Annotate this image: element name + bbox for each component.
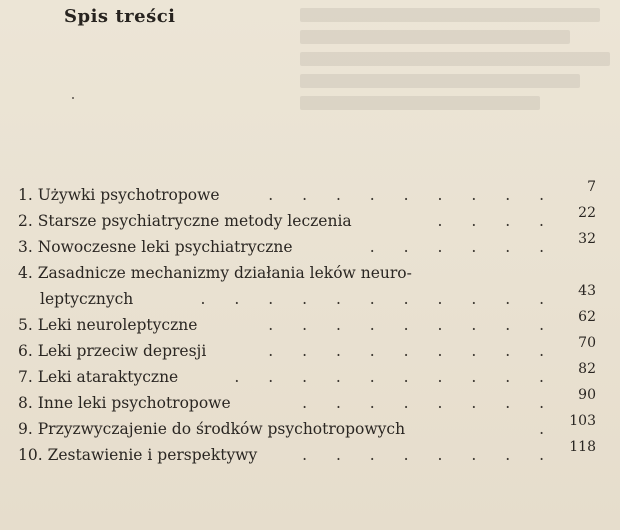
leader-dots: . — [539, 420, 556, 438]
toc-entry-text: 8. Inne leki psychotropowe — [18, 394, 231, 412]
toc-entry-continuation: leptycznych — [40, 290, 134, 308]
leader-dots: . . . . . . . . . . — [234, 368, 556, 386]
leader-dots: . . . . . . . . . — [268, 342, 556, 360]
toc-entry-text: 5. Leki neuroleptyczne — [18, 316, 198, 334]
paper-speck — [72, 97, 74, 99]
table-of-contents — [18, 174, 608, 464]
toc-entry-text: 1. Używki psychotropowe — [18, 186, 220, 204]
toc-entry-1 — [18, 174, 608, 204]
toc-page-number: 32 — [578, 231, 596, 247]
toc-entry-text: 9. Przyzwyczajenie do środków psychotropowych — [18, 420, 406, 438]
toc-entry-text: 2. Starsze psychiatryczne metody leczenia — [18, 212, 352, 230]
toc-entry-2 — [18, 200, 608, 230]
leader-dots: . . . . . . . . — [302, 446, 556, 464]
toc-page-number: 103 — [569, 413, 596, 429]
toc-page-number: 62 — [578, 309, 596, 325]
toc-entry-text: 6. Leki przeciw depresji — [18, 342, 207, 360]
leader-dots: . . . . . . — [369, 238, 556, 256]
leader-dots: . . . . . . . . . . . — [200, 290, 556, 308]
leader-dots: . . . . . . . . . — [268, 186, 556, 204]
show-through-text — [300, 0, 620, 160]
toc-entry-10 — [18, 434, 608, 464]
toc-entry-6 — [18, 330, 608, 360]
leader-dots: . . . . . . . . — [302, 394, 556, 412]
toc-page-number: 82 — [578, 361, 596, 377]
toc-entry-text: 3. Nowoczesne leki psychiatryczne — [18, 238, 293, 256]
toc-entry-4 — [18, 252, 608, 308]
toc-page-number: 22 — [578, 205, 596, 221]
toc-page-number: 90 — [578, 387, 596, 403]
toc-entry-text: 10. Zestawienie i perspektywy — [18, 446, 258, 464]
toc-page-number: 7 — [587, 179, 596, 195]
toc-entry-text: 7. Leki ataraktyczne — [18, 368, 179, 386]
toc-entry-5 — [18, 304, 608, 334]
toc-entry-text: 4. Zasadnicze mechanizmy działania leków neuro- — [18, 264, 412, 282]
toc-page-number: 118 — [569, 439, 596, 455]
toc-entry-7 — [18, 356, 608, 386]
toc-entry-3 — [18, 226, 608, 256]
toc-page-number: 43 — [578, 283, 596, 299]
toc-page-number: 70 — [578, 335, 596, 351]
page-title: Spis treści — [64, 6, 176, 27]
toc-entry-9 — [18, 408, 608, 438]
leader-dots: . . . . — [437, 212, 556, 230]
leader-dots: . . . . . . . . . — [268, 316, 556, 334]
toc-entry-8 — [18, 382, 608, 412]
